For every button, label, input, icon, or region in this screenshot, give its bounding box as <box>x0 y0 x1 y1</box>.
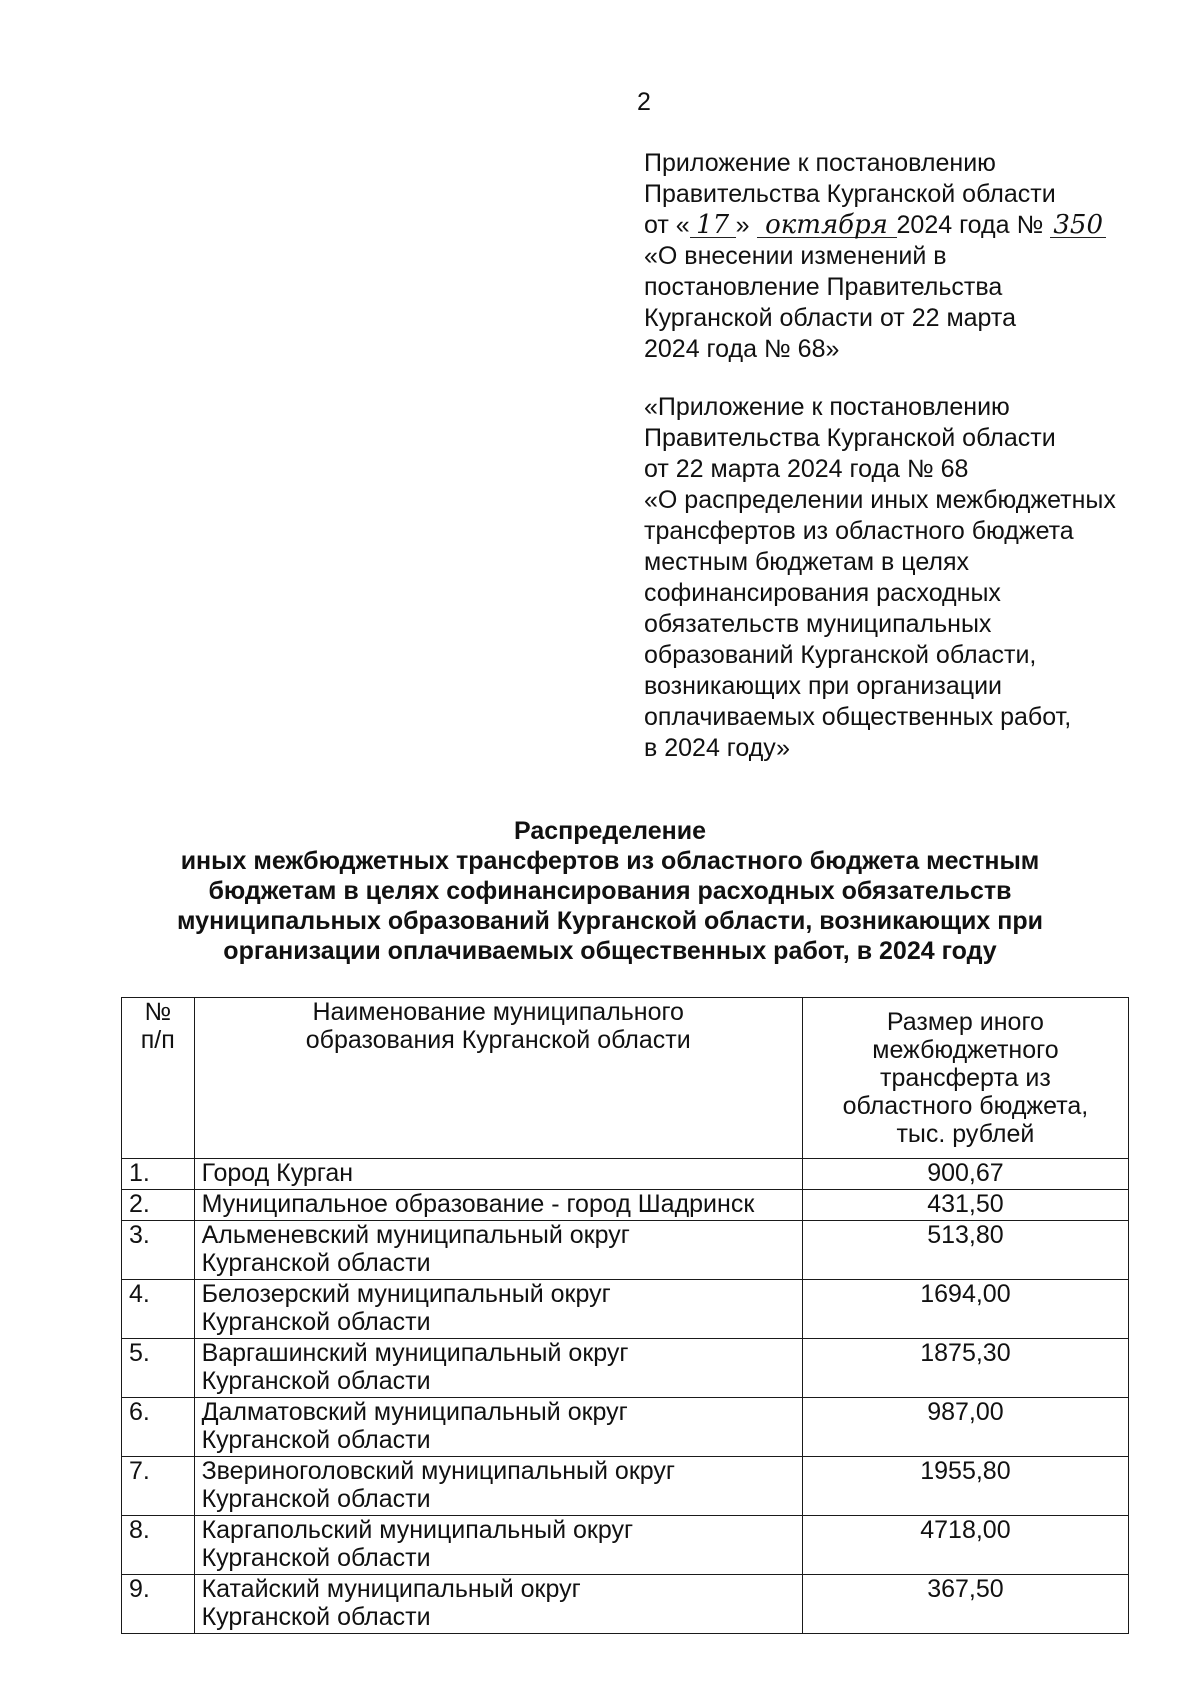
row-name <box>194 1190 802 1221</box>
row-num: 2. <box>122 1190 195 1221</box>
row-amount: 1694,00 <box>802 1280 1128 1339</box>
table-row <box>122 1575 1129 1634</box>
row-amount: 987,00 <box>802 1398 1128 1457</box>
header-text: образования Курганской области <box>305 1026 691 1054</box>
handwritten-day: 17 <box>690 213 736 238</box>
row-name-line: Далматовский муниципальный округ <box>201 1398 628 1426</box>
table-header-row <box>122 998 1129 1159</box>
appendix-amendment-block <box>644 148 1164 365</box>
page-number: 2 <box>637 88 651 116</box>
row-name-line: Курганской области <box>201 1544 431 1572</box>
row-amount: 1955,80 <box>802 1457 1128 1516</box>
appendix-line: обязательств муниципальных <box>644 610 992 638</box>
appendix-original-block <box>644 392 1164 764</box>
table-row <box>122 1457 1129 1516</box>
header-text: Размер иного <box>886 1008 1044 1036</box>
row-name <box>194 1221 802 1280</box>
row-num: 4. <box>122 1280 195 1339</box>
header-text: № <box>144 998 172 1026</box>
row-num: 9. <box>122 1575 195 1634</box>
row-name-line: Каргапольский муниципальный округ <box>201 1516 634 1544</box>
row-num: 6. <box>122 1398 195 1457</box>
appendix-line: «Приложение к постановлению <box>644 393 1010 421</box>
row-name-line: Курганской области <box>201 1485 431 1513</box>
title-heading: Распределение <box>513 817 707 845</box>
appendix-line: «О внесении изменений в <box>644 242 947 270</box>
header-name <box>194 998 802 1159</box>
row-num: 5. <box>122 1339 195 1398</box>
appendix-line: Правительства Курганской области <box>644 180 1056 208</box>
row-num: 3. <box>122 1221 195 1280</box>
header-amount <box>802 998 1128 1159</box>
row-name <box>194 1575 802 1634</box>
appendix-line: 2024 года № 68» <box>644 335 840 363</box>
row-name-line: Город Курган <box>201 1159 354 1187</box>
document-title <box>130 816 1090 966</box>
row-amount: 431,50 <box>802 1190 1128 1221</box>
row-num: 8. <box>122 1516 195 1575</box>
header-text: трансферта из <box>880 1064 1051 1092</box>
header-num <box>122 998 195 1159</box>
title-line: иных межбюджетных трансфертов из областного бюджета местным <box>180 847 1040 875</box>
appendix-date-line <box>644 210 1164 241</box>
title-line: организации оплачиваемых общественных работ, в 2024 году <box>223 937 997 965</box>
appendix-line: возникающих при организации <box>644 672 1002 700</box>
appendix-line: образований Курганской области, <box>644 641 1037 669</box>
title-line: бюджетам в целях софинансирования расходных обязательств <box>208 877 1012 905</box>
header-text: п/п <box>140 1026 175 1054</box>
handwritten-month: октября <box>757 213 897 238</box>
appendix-line: оплачиваемых общественных работ, <box>644 703 1072 731</box>
date-year: 2024 года № <box>896 211 1044 239</box>
appendix-line: постановление Правительства <box>644 273 1003 301</box>
row-amount: 4718,00 <box>802 1516 1128 1575</box>
row-name-line: Курганской области <box>201 1249 431 1277</box>
appendix-line: трансфертов из областного бюджета <box>644 517 1074 545</box>
row-name-line: Курганской области <box>201 1308 431 1336</box>
row-name <box>194 1516 802 1575</box>
handwritten-number: 350 <box>1050 213 1106 238</box>
row-name-line: Белозерский муниципальный округ <box>201 1280 611 1308</box>
row-name-line: Курганской области <box>201 1426 431 1454</box>
table-row <box>122 1339 1129 1398</box>
row-name <box>194 1280 802 1339</box>
row-name-line: Курганской области <box>201 1367 431 1395</box>
appendix-line: от 22 марта 2024 года № 68 <box>644 455 969 483</box>
title-line: муниципальных образований Курганской области, возникающих при <box>177 907 1043 935</box>
date-mid: » <box>735 211 750 239</box>
row-name <box>194 1339 802 1398</box>
row-name-line: Муниципальное образование - город Шадринск <box>201 1190 755 1218</box>
row-name <box>194 1398 802 1457</box>
appendix-line: софинансирования расходных <box>644 579 1001 607</box>
row-num: 7. <box>122 1457 195 1516</box>
row-amount: 900,67 <box>802 1159 1128 1190</box>
appendix-line: в 2024 году» <box>644 734 790 762</box>
table-row <box>122 1221 1129 1280</box>
table-row <box>122 1398 1129 1457</box>
row-name <box>194 1159 802 1190</box>
row-amount: 513,80 <box>802 1221 1128 1280</box>
row-name-line: Звериноголовский муниципальный округ <box>201 1457 676 1485</box>
date-prefix: от « <box>644 211 690 239</box>
row-name-line: Альменевский муниципальный округ <box>201 1221 630 1249</box>
appendix-line: Приложение к постановлению <box>644 149 996 177</box>
row-amount: 1875,30 <box>802 1339 1128 1398</box>
row-num: 1. <box>122 1159 195 1190</box>
row-name-line: Курганской области <box>201 1603 431 1631</box>
row-name <box>194 1457 802 1516</box>
header-text: Наименование муниципального <box>312 998 684 1026</box>
table-row <box>122 1159 1129 1190</box>
table-row <box>122 1516 1129 1575</box>
row-name-line: Варгашинский муниципальный округ <box>201 1339 629 1367</box>
header-text: областного бюджета, <box>842 1092 1089 1120</box>
appendix-line: Правительства Курганской области <box>644 424 1056 452</box>
row-name-line: Катайский муниципальный округ <box>201 1575 581 1603</box>
table-row <box>122 1190 1129 1221</box>
appendix-line: Курганской области от 22 марта <box>644 304 1016 332</box>
table-row <box>122 1280 1129 1339</box>
appendix-line: местным бюджетам в целях <box>644 548 970 576</box>
header-text: тыс. рублей <box>896 1120 1035 1148</box>
row-amount: 367,50 <box>802 1575 1128 1634</box>
header-text: межбюджетного <box>872 1036 1059 1064</box>
appendix-line: «О распределении иных межбюджетных <box>644 486 1116 514</box>
distribution-table <box>121 997 1129 1634</box>
